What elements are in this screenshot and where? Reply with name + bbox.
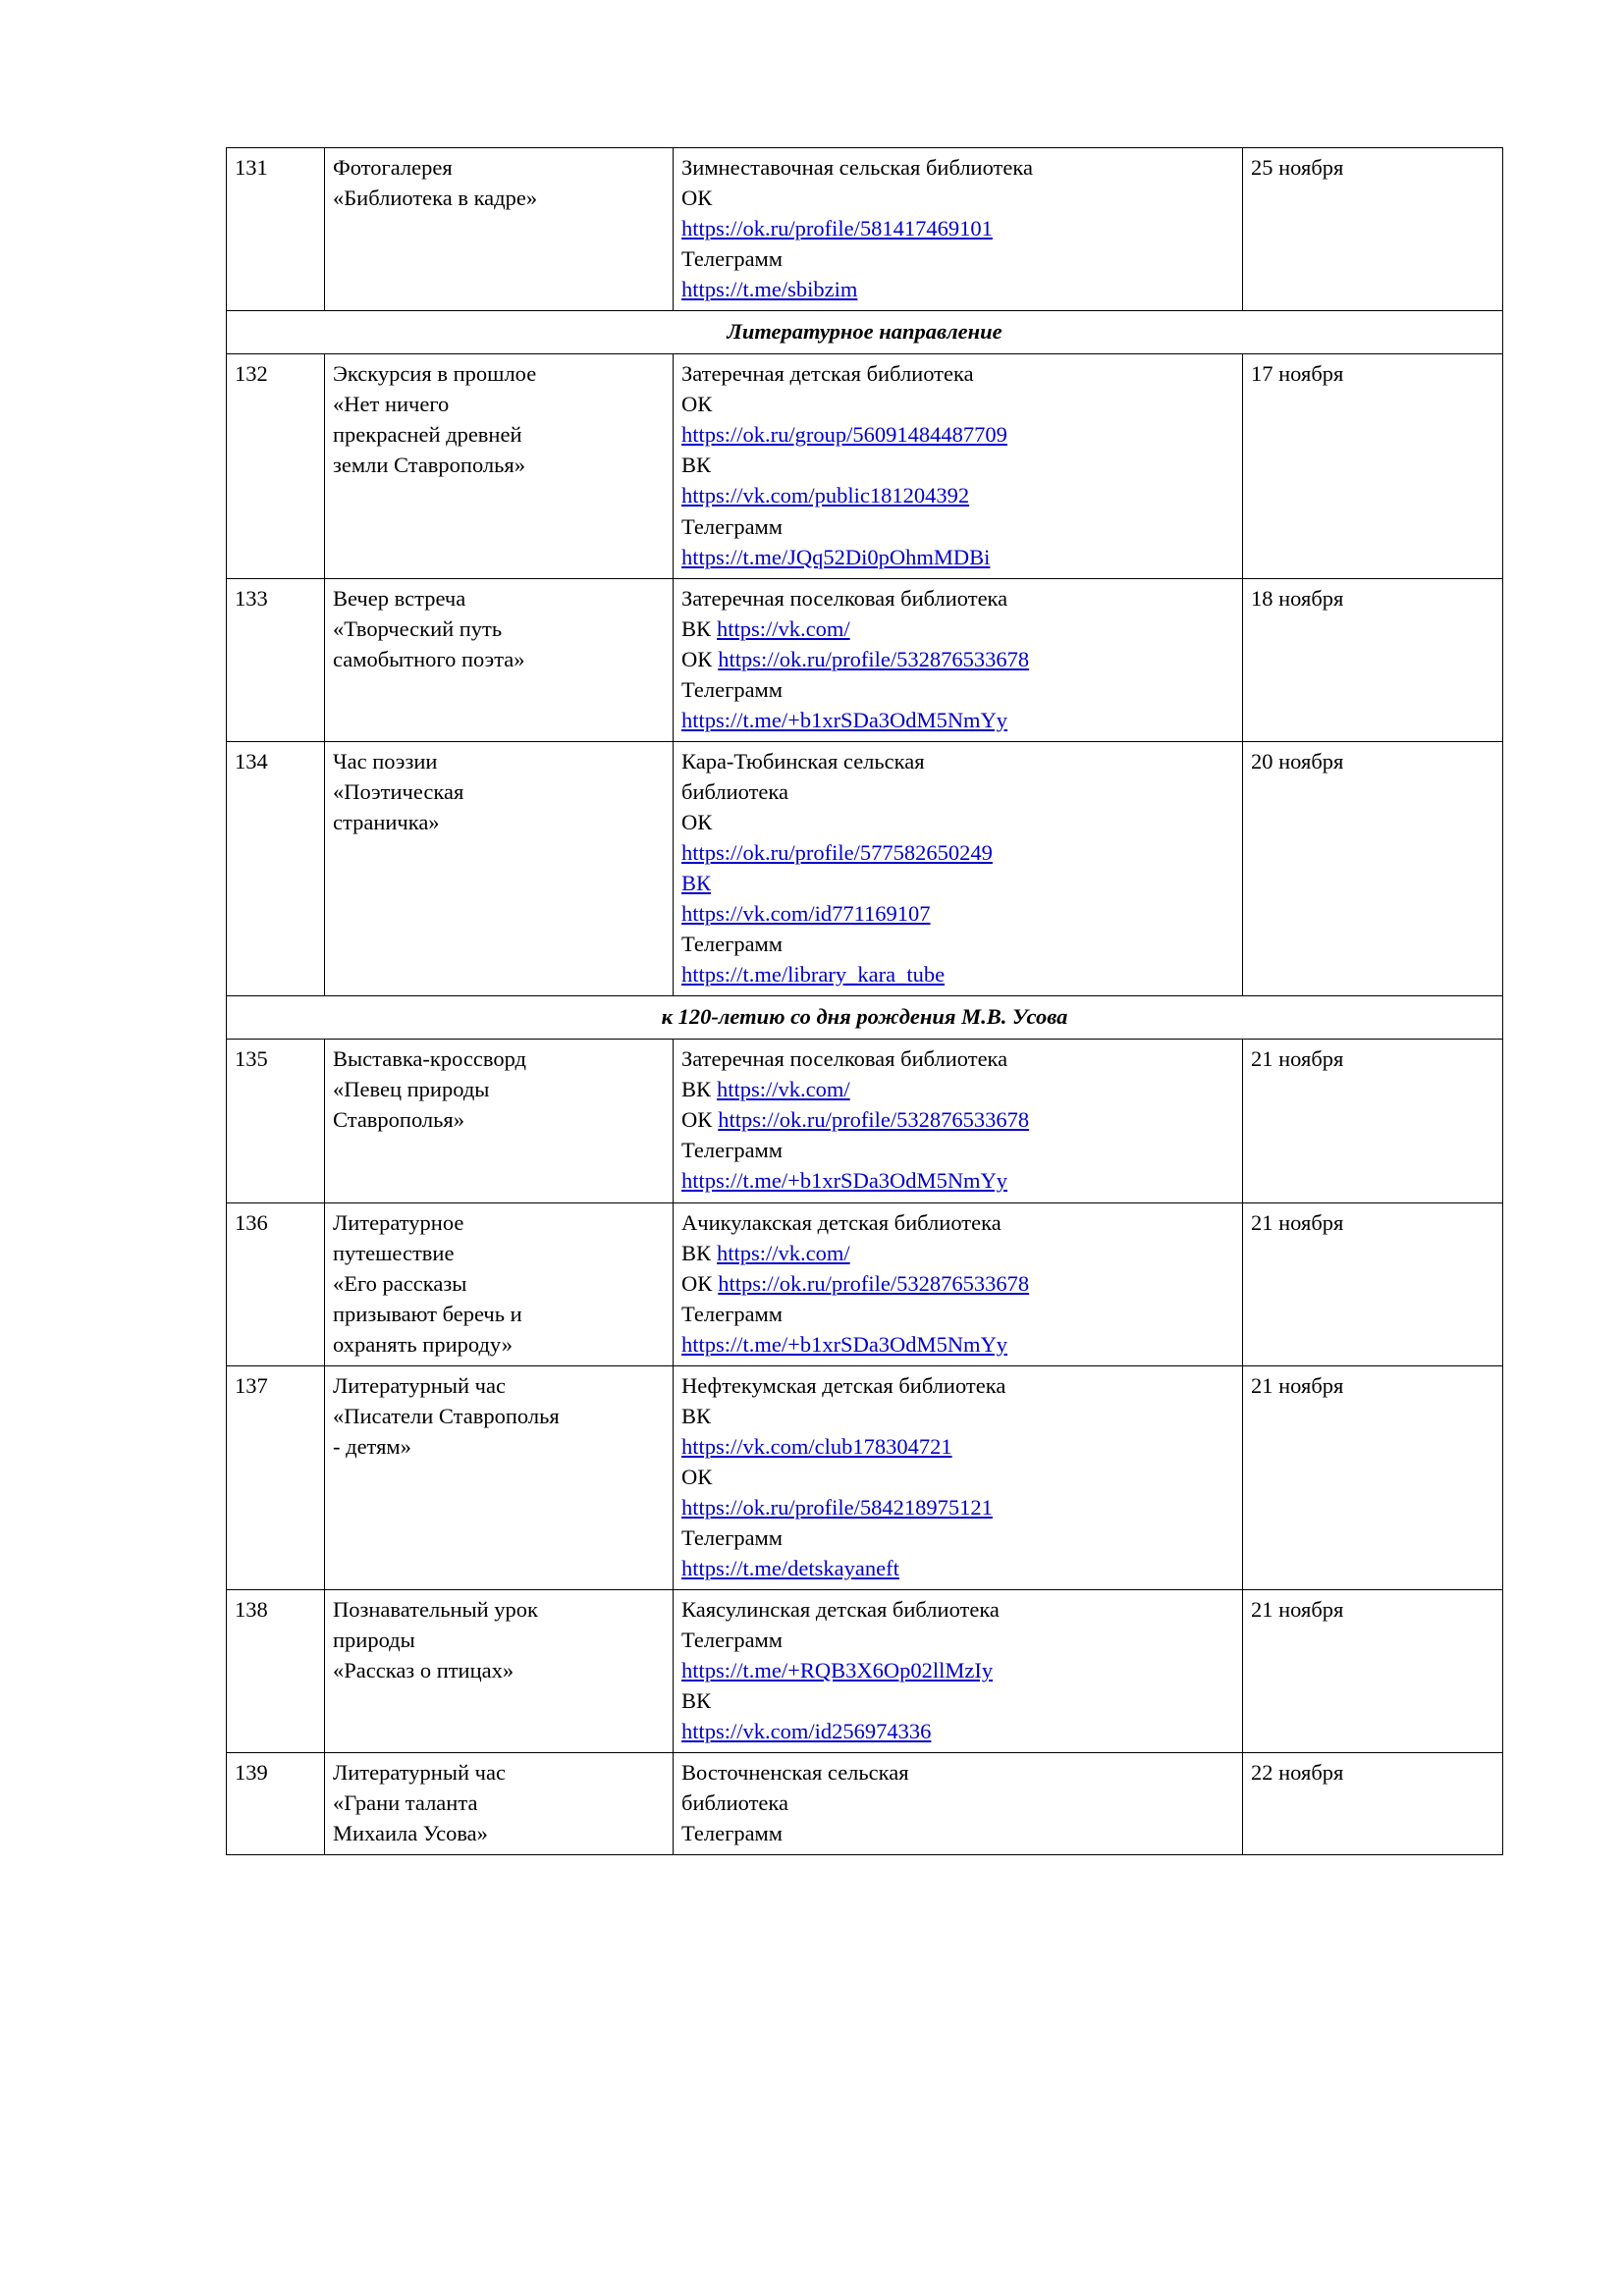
- organization-name: библиотека: [681, 1790, 788, 1816]
- organization-name: библиотека: [681, 778, 788, 804]
- social-link[interactable]: https://vk.com/club178304721: [681, 1433, 952, 1459]
- social-link-line: [681, 1655, 1234, 1685]
- section-header-label: к 120-летию со дня рождения М.В. Усова: [227, 996, 1503, 1040]
- event-title-line: земли Ставрополья»: [333, 453, 526, 478]
- social-link[interactable]: https://t.me/+b1xrSDa3OdM5NmYy: [681, 1168, 1008, 1194]
- social-link[interactable]: https://vk.com/id256974336: [681, 1719, 932, 1744]
- table-row: [227, 1365, 1503, 1589]
- social-link-line: [681, 614, 1234, 644]
- social-network-label: ОК: [681, 1107, 713, 1133]
- social-network-label: ОК: [681, 392, 713, 417]
- social-link-line: [681, 644, 1234, 674]
- event-title-line: «Грани таланта: [333, 1790, 478, 1816]
- social-network-label: Телеграмм: [681, 932, 784, 957]
- event-date: 18 ноября: [1243, 578, 1503, 741]
- row-number: 139: [227, 1753, 325, 1855]
- table-row: [227, 1590, 1503, 1753]
- social-link[interactable]: ВК: [681, 871, 712, 896]
- social-link-line: [681, 1431, 1234, 1462]
- social-link-line: [681, 1104, 1234, 1135]
- event-title-line: «Нет ничего: [333, 392, 450, 417]
- social-network-label: ВК: [681, 1688, 712, 1714]
- organization-name: Каясулинская детская библиотека: [681, 1597, 1000, 1623]
- organization-name: Кара-Тюбинская сельская: [681, 748, 925, 774]
- section-header-row: [227, 311, 1503, 354]
- event-title-line: Экскурсия в прошлое: [333, 361, 537, 387]
- social-link-line: [681, 705, 1234, 735]
- social-link-line: [681, 1818, 1234, 1848]
- event-date: 22 ноября: [1243, 1753, 1503, 1855]
- social-link-line: [681, 1238, 1234, 1268]
- table-row: [227, 354, 1503, 578]
- social-network-label: Телеграмм: [681, 246, 784, 272]
- event-title-line: «Певец природы: [333, 1077, 490, 1102]
- event-date: 21 ноября: [1243, 1040, 1503, 1202]
- social-link-line: [681, 389, 1234, 419]
- social-link[interactable]: https://ok.ru/profile/532876533678: [718, 1270, 1030, 1296]
- organization-name: Затеречная поселковая библиотека: [681, 1046, 1008, 1072]
- social-link-line: [681, 511, 1234, 542]
- organization-cell: [674, 1365, 1243, 1589]
- organization-name: Нефтекумская детская библиотека: [681, 1372, 1006, 1398]
- event-title-line: охранять природу»: [333, 1331, 513, 1357]
- social-link-line: [681, 1165, 1234, 1196]
- social-network-label: ОК: [681, 809, 713, 834]
- social-link[interactable]: https://t.me/+b1xrSDa3OdM5NmYy: [681, 707, 1008, 732]
- social-link[interactable]: https://t.me/sbibzim: [681, 277, 858, 302]
- social-link[interactable]: https://t.me/library_kara_tube: [681, 962, 946, 988]
- event-title-line: «Творческий путь: [333, 615, 503, 641]
- event-date: 21 ноября: [1243, 1590, 1503, 1753]
- event-title-line: - детям»: [333, 1433, 411, 1459]
- social-network-label: ВК: [681, 1077, 712, 1102]
- social-link-line: [681, 1074, 1234, 1104]
- social-link[interactable]: https://vk.com/id771169107: [681, 901, 931, 927]
- event-date: 25 ноября: [1243, 148, 1503, 311]
- social-network-label: ОК: [681, 646, 713, 671]
- section-header-row: [227, 996, 1503, 1040]
- event-title-line: самобытного поэта»: [333, 646, 525, 671]
- row-number: 132: [227, 354, 325, 578]
- event-title-line: прекрасней древней: [333, 422, 522, 448]
- social-network-label: Телеграмм: [681, 1524, 784, 1550]
- social-link[interactable]: https://vk.com/: [717, 1077, 850, 1102]
- social-link[interactable]: https://t.me/JQq52Di0pOhmMDBi: [681, 544, 991, 569]
- social-link-line: [681, 1553, 1234, 1583]
- section-header-label: Литературное направление: [227, 311, 1503, 354]
- row-number: 135: [227, 1040, 325, 1202]
- event-title-line: Фотогалерея: [333, 155, 453, 180]
- table-row: [227, 741, 1503, 995]
- event-title-line: страничка»: [333, 809, 440, 834]
- organization-cell: [674, 741, 1243, 995]
- social-link-line: [681, 929, 1234, 959]
- social-link-line: [681, 243, 1234, 274]
- event-title-line: Выставка-кроссворд: [333, 1046, 526, 1072]
- row-number: 137: [227, 1365, 325, 1589]
- organization-cell: [674, 354, 1243, 578]
- social-link-line: [681, 1268, 1234, 1299]
- social-link-line: [681, 1462, 1234, 1492]
- event-date: 17 ноября: [1243, 354, 1503, 578]
- event-title-line: Литературное: [333, 1209, 464, 1235]
- organization-name: Зимнеставочная сельская библиотека: [681, 155, 1033, 180]
- social-link-line: [681, 1299, 1234, 1329]
- organization-cell: [674, 148, 1243, 311]
- event-date: 21 ноября: [1243, 1365, 1503, 1589]
- social-link-line: [681, 213, 1234, 243]
- social-link-line: [681, 1716, 1234, 1746]
- social-network-label: Телеграмм: [681, 1138, 784, 1163]
- event-title-line: Литературный час: [333, 1372, 506, 1398]
- event-title: [325, 741, 674, 995]
- social-link[interactable]: https://vk.com/: [717, 1240, 850, 1265]
- event-title-line: «Библиотека в кадре»: [333, 186, 538, 211]
- social-network-label: Телеграмм: [681, 1821, 784, 1846]
- social-link-line: [681, 898, 1234, 929]
- social-link-line: [681, 480, 1234, 510]
- event-title: [325, 1753, 674, 1855]
- social-link[interactable]: https://ok.ru/profile/581417469101: [681, 216, 993, 241]
- social-link[interactable]: https://vk.com/: [717, 615, 850, 641]
- event-title: [325, 1202, 674, 1365]
- social-link-line: [681, 1401, 1234, 1431]
- organization-cell: [674, 1753, 1243, 1855]
- event-title-line: Час поэзии: [333, 748, 438, 774]
- social-link-line: [681, 183, 1234, 213]
- event-title: [325, 1365, 674, 1589]
- organization-name: Затеречная детская библиотека: [681, 361, 974, 387]
- social-network-label: Телеграмм: [681, 1628, 784, 1653]
- event-title: [325, 354, 674, 578]
- social-network-label: ОК: [681, 1270, 713, 1296]
- event-title-line: путешествие: [333, 1240, 455, 1265]
- organization-name: Восточненская сельская: [681, 1760, 909, 1786]
- social-network-label: Телеграмм: [681, 513, 784, 539]
- table-row: [227, 148, 1503, 311]
- event-title-line: «Рассказ о птицах»: [333, 1658, 514, 1683]
- social-link-line: [681, 1522, 1234, 1553]
- social-link-line: [681, 1135, 1234, 1165]
- social-link[interactable]: https://ok.ru/profile/532876533678: [718, 646, 1030, 671]
- event-title-line: природы: [333, 1628, 415, 1653]
- social-link-line: [681, 837, 1234, 868]
- social-link[interactable]: https://ok.ru/profile/532876533678: [718, 1107, 1030, 1133]
- social-link[interactable]: https://vk.com/public181204392: [681, 483, 970, 508]
- row-number: 138: [227, 1590, 325, 1753]
- social-link[interactable]: https://ok.ru/profile/577582650249: [681, 839, 993, 865]
- event-title-line: «Писатели Ставрополья: [333, 1403, 560, 1428]
- table-row: [227, 578, 1503, 741]
- social-link-line: [681, 674, 1234, 705]
- social-link[interactable]: https://t.me/+RQB3X6Op02llMzIy: [681, 1658, 994, 1683]
- row-number: 133: [227, 578, 325, 741]
- social-link-line: [681, 1329, 1234, 1360]
- event-date: 21 ноября: [1243, 1202, 1503, 1365]
- event-title-line: «Поэтическая: [333, 778, 464, 804]
- social-network-label: ОК: [681, 186, 713, 211]
- social-link[interactable]: https://ok.ru/group/56091484487709: [681, 422, 1007, 448]
- social-network-label: Телеграмм: [681, 1301, 784, 1326]
- social-link-line: [681, 274, 1234, 304]
- social-link-line: [681, 419, 1234, 450]
- social-link-line: [681, 959, 1234, 989]
- organization-name: Ачикулакская детская библиотека: [681, 1209, 1001, 1235]
- event-title-line: Познавательный урок: [333, 1597, 538, 1623]
- event-title-line: Михаила Усова»: [333, 1821, 488, 1846]
- row-number: 134: [227, 741, 325, 995]
- organization-cell: [674, 578, 1243, 741]
- table-row: [227, 1202, 1503, 1365]
- event-title: [325, 1040, 674, 1202]
- event-title-line: «Его рассказы: [333, 1270, 467, 1296]
- social-link-line: [681, 450, 1234, 480]
- table-body: [227, 148, 1503, 1855]
- table-row: [227, 1040, 1503, 1202]
- social-network-label: ВК: [681, 453, 712, 478]
- social-network-label: ОК: [681, 1464, 713, 1489]
- social-link[interactable]: https://t.me/detskayaneft: [681, 1556, 899, 1581]
- event-title: [325, 578, 674, 741]
- social-link-line: [681, 1625, 1234, 1655]
- event-title-line: Литературный час: [333, 1760, 506, 1786]
- social-network-label: ВК: [681, 1403, 712, 1428]
- social-link-line: [681, 868, 1234, 898]
- organization-cell: [674, 1202, 1243, 1365]
- social-link[interactable]: https://t.me/+b1xrSDa3OdM5NmYy: [681, 1331, 1008, 1357]
- event-title-line: призывают беречь и: [333, 1301, 522, 1326]
- row-number: 136: [227, 1202, 325, 1365]
- social-link-line: [681, 807, 1234, 837]
- social-link-line: [681, 1492, 1234, 1522]
- organization-cell: [674, 1590, 1243, 1753]
- event-title-line: Ставрополья»: [333, 1107, 465, 1133]
- social-network-label: Телеграмм: [681, 676, 784, 702]
- organization-cell: [674, 1040, 1243, 1202]
- events-table: [226, 147, 1503, 1855]
- event-title: [325, 1590, 674, 1753]
- social-link-line: [681, 542, 1234, 572]
- social-network-label: ВК: [681, 615, 712, 641]
- table-row: [227, 1753, 1503, 1855]
- event-date: 20 ноября: [1243, 741, 1503, 995]
- social-link-line: [681, 1685, 1234, 1716]
- organization-name: Затеречная поселковая библиотека: [681, 585, 1008, 611]
- social-link[interactable]: https://ok.ru/profile/584218975121: [681, 1494, 993, 1520]
- row-number: 131: [227, 148, 325, 311]
- event-title-line: Вечер встреча: [333, 585, 466, 611]
- event-title: [325, 148, 674, 311]
- social-network-label: ВК: [681, 1240, 712, 1265]
